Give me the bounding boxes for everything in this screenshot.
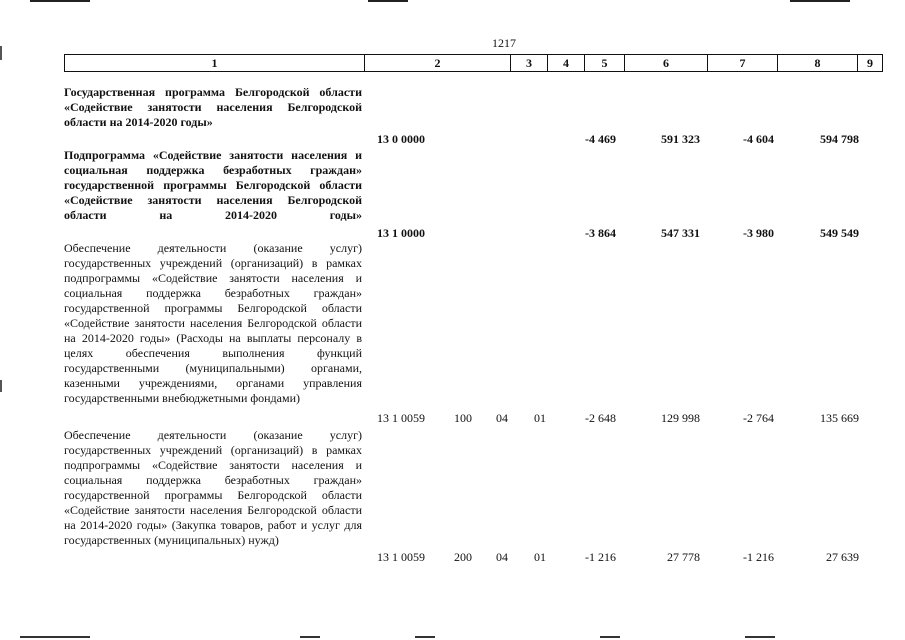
column-header: 9 <box>867 56 873 70</box>
row-value-col6: -1 216 <box>585 550 616 564</box>
row-code: 13 0 0000 <box>377 132 425 146</box>
scan-mark <box>0 380 2 392</box>
row-description: Обеспечение деятельности (оказание услуг) государственных учреждений (организаций) в рамках подпрограммы «Содействие занятости населения и социальная поддержка безработных граждан» государственной программы Белгородской области «Содействие занятости населения Белгородской области на 2014-2020 годы» (Закупка товаров, работ и услуг для государственных (муниципальных) нужд) <box>64 428 362 547</box>
row-value-col3: 100 <box>454 411 472 425</box>
row-value-col7: 547 331 <box>661 226 700 240</box>
column-header: 5 <box>585 55 625 71</box>
row-code: 13 1 0059 <box>377 411 425 425</box>
column-header: 2 <box>365 55 511 71</box>
row-value-col8: -1 216 <box>743 550 774 564</box>
row-value-col9: 135 669 <box>820 411 859 425</box>
scan-mark <box>300 636 320 638</box>
column-header: 8 <box>778 55 858 71</box>
row-value-col8: -4 604 <box>743 132 774 146</box>
column-header-row <box>64 54 883 72</box>
row-code: 13 1 0059 <box>377 550 425 564</box>
row-value-col5: 01 <box>534 550 546 564</box>
scan-mark <box>368 0 408 2</box>
row-value-col8: -2 764 <box>743 411 774 425</box>
row-value-col4: 04 <box>496 550 508 564</box>
row-code: 13 1 0000 <box>377 226 425 240</box>
row-value-col3: 200 <box>454 550 472 564</box>
row-description: Подпрограмма «Содействие занятости населения и социальная поддержка безработных граждан» государственной программы Белгородской области «Содействие занятости населения Белгородской области на 2014-2020 годы» <box>64 148 362 222</box>
page-number: 1217 <box>492 36 516 50</box>
row-description: Государственная программа Белгородской области «Содействие занятости населения Белгородской области на 2014-2020 годы» <box>64 85 362 129</box>
column-header: 4 <box>548 55 585 71</box>
row-value-col8: -3 980 <box>743 226 774 240</box>
row-value-col7: 27 778 <box>667 550 700 564</box>
scan-mark <box>20 636 90 638</box>
scan-mark <box>0 46 2 60</box>
row-value-col6: -4 469 <box>585 132 616 146</box>
scan-mark <box>790 0 850 2</box>
scan-mark <box>415 636 435 638</box>
row-value-col9: 549 549 <box>820 226 859 240</box>
scan-mark <box>30 0 90 2</box>
scan-mark <box>745 636 775 638</box>
column-header: 7 <box>708 55 778 71</box>
row-value-col9: 27 639 <box>826 550 859 564</box>
column-header: 3 <box>511 55 548 71</box>
row-value-col9: 594 798 <box>820 132 859 146</box>
scan-mark <box>600 636 620 638</box>
row-value-col6: -2 648 <box>585 411 616 425</box>
row-value-col7: 591 323 <box>661 132 700 146</box>
row-value-col5: 01 <box>534 411 546 425</box>
column-header: 1 <box>65 55 365 71</box>
row-description: Обеспечение деятельности (оказание услуг) государственных учреждений (организаций) в рамках подпрограммы «Содействие занятости населения и социальная поддержка безработных граждан» государственной программы Белгородской области «Содействие занятости населения Белгородской области на 2014-2020 годы» (Расходы на выплаты персоналу в целях обеспечения выполнения функций государственными (муниципальными) органами, казенными учреждениями, органами управления государственными внебюджетными фондами) <box>64 241 362 405</box>
row-value-col7: 129 998 <box>661 411 700 425</box>
row-value-col4: 04 <box>496 411 508 425</box>
column-header: 6 <box>625 55 708 71</box>
row-value-col6: -3 864 <box>585 226 616 240</box>
